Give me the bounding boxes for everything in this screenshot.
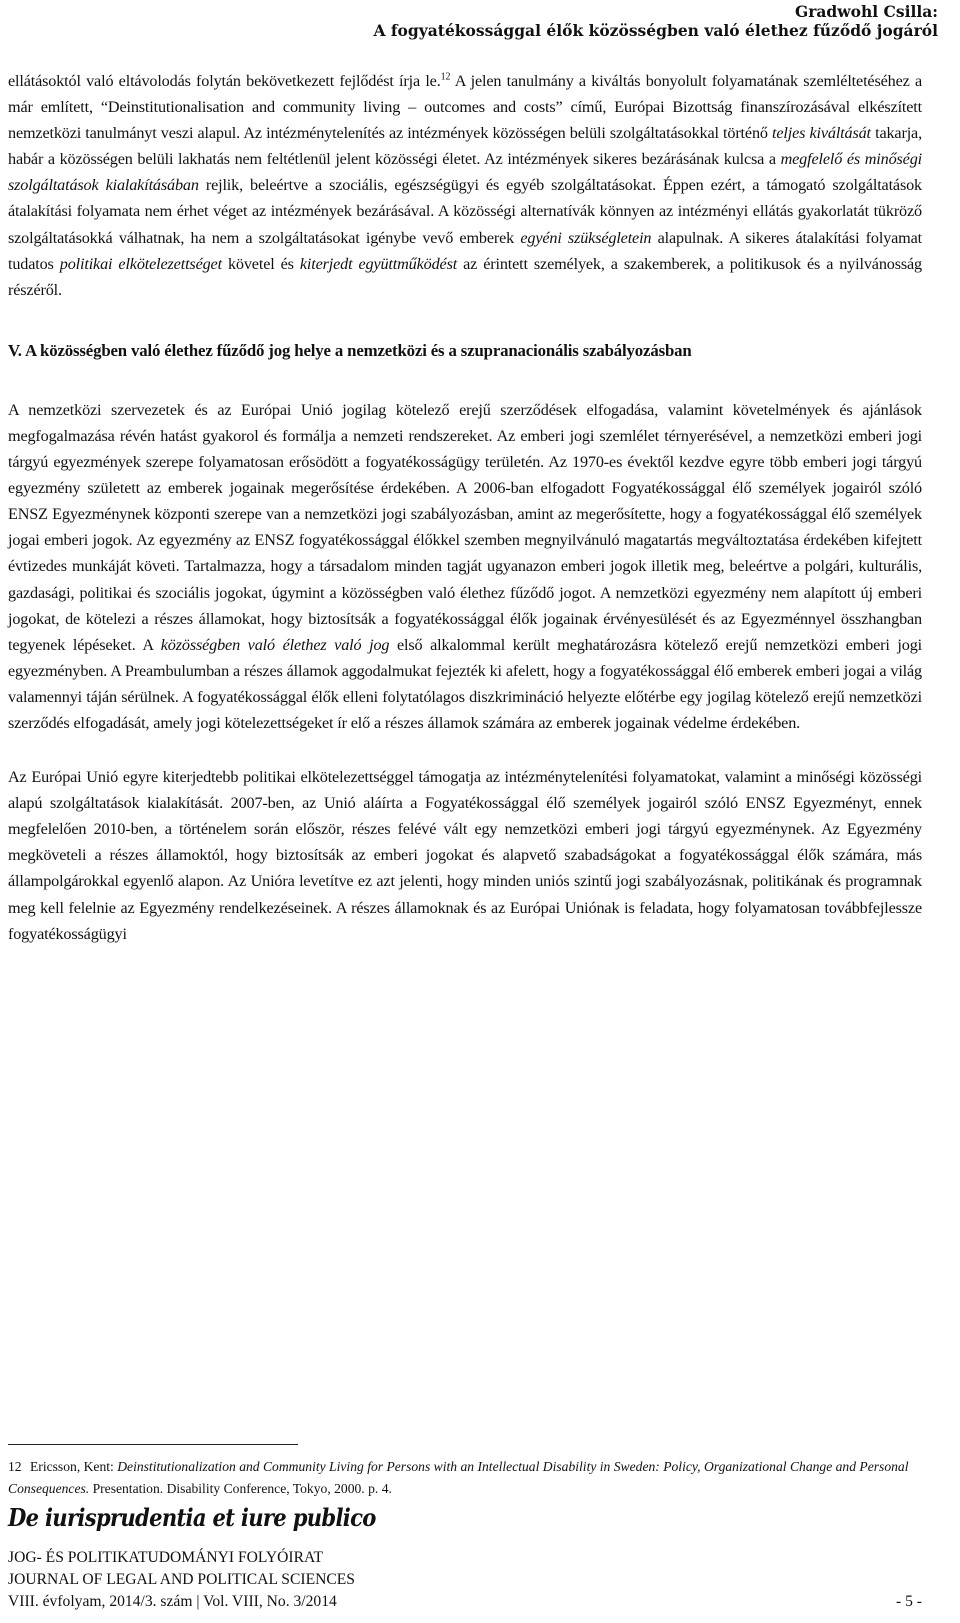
footnote-separator	[8, 1444, 298, 1445]
emphasis: kiterjedt együttműködést	[299, 254, 458, 273]
header-article-title: A fogyatékossággal élők közösségben való élethez fűződő jogáról	[373, 21, 938, 40]
paragraph-2-text: első alkalommal került meghatározásra kötelező erejű nemzetközi emberi jogi egyezményben. A Preambulumban a részes államok aggodalmukat fejezték ki afelett, hogy a fogyatékossággal élő emberek emberi jogai a világ valamennyi táján sérülnek. A fogyatékossággal élők elleni folytatólagos diszkrimináció helyezte előtérbe egy jogilag kötelező erejű nemzetközi szerződés elfogadását, amely jogi kötelezettségeket ír elő a részes államok számára az emberek jogainak védelme érdekében.	[8, 635, 922, 732]
journal-issue: VIII. évfolyam, 2014/3. szám | Vol. VIII, No. 3/2014	[8, 1593, 337, 1610]
footnote-title: Deinstitutionalization and Community Living for Persons with an Intellectual Disability in Sweden: Policy, Organizational Change and Personal Consequences.	[8, 1459, 909, 1496]
section-heading: V. A közösségben való élethez fűződő jog helye a nemzetközi és a szupranacionális szabályozásban	[8, 340, 692, 360]
footnote-text: Ericsson, Kent:	[30, 1459, 118, 1474]
footnote-reference[interactable]: 12	[440, 71, 451, 83]
footnote-number: 12	[8, 1459, 22, 1474]
journal-issue-line	[8, 1591, 922, 1613]
emphasis: megfelelő és minőségi szolgáltatások kialakításában	[8, 150, 922, 195]
body-text	[8, 68, 922, 947]
paragraph-3: Az Európai Unió egyre kiterjedtebb politikai elkötelezettséggel támogatja az intézménytelenítési folyamatokat, valamint a minőségi közösségi alapú szolgáltatások kialakítását. 2007-ben, az Unió aláírta a Fogyatékossággal élő személyek jogairól szóló ENSZ Egyezményt, ennek megfelelően 2010-ben, a történelem során először, részes felévé vált egy nemzetközi emberi jogi tárgyú egyezménynek. Az Egyezmény megköveteli a részes államoktól, hogy biztosítsák az emberi jogokat és alapvető szabadságokat a fogyatékossággal élők számára, más állampolgárokkal egyenlő alapon. Az Unióra levetítve ez azt jelenti, hogy minden uniós szintű jogi szabályozásnak, politikának és programnak meg kell felelnie az Egyezmény rendelkezéseinek. A részes államoknak és az Európai Uniónak is feladata, hogy folyamatosan továbbfejlessze fogyatékosságügyi	[8, 768, 922, 943]
footnote	[8, 1456, 922, 1500]
paragraph-1-text: az érintett személyek, a szakemberek, a politikusok és a nyilvánosság részéről.	[8, 254, 923, 299]
paragraph-1-text: takarja, habár a közösségen belüli lakhatás nem feltétlenül jelent közösségi életet. Az intézmények sikeres bezárásának kulcsa a	[8, 124, 922, 169]
running-header	[373, 2, 938, 40]
journal-logo: De iurisprudentia et iure publico	[8, 1503, 376, 1532]
paragraph-1	[8, 68, 922, 303]
journal-name-hu: JOG- ÉS POLITIKATUDOMÁNYI FOLYÓIRAT	[8, 1549, 324, 1566]
paragraph-1-text: követel és	[221, 254, 300, 273]
emphasis: egyéni szükségletein	[520, 228, 652, 247]
emphasis: közösségben való élethez való jog	[160, 635, 390, 654]
paragraph-1-text: A jelen tanulmány a kiváltás bonyolult folyamatának szemléltetéséhez a már említett, “Deinstitutionalisation and community living – outcomes and costs” című, Európai Bizottság finanszírozásával elkészített nemzetközi tanulmányt veszi alapul. Az intézménytelenítés az intézmények közösségen belüli szolgáltatásokkal történő	[8, 72, 922, 143]
emphasis: politikai elkötelezettséget	[59, 254, 222, 273]
header-author: Gradwohl Csilla:	[794, 2, 938, 21]
paragraph-2	[8, 397, 922, 736]
journal-name-en: JOURNAL OF LEGAL AND POLITICAL SCIENCES	[8, 1571, 355, 1588]
paragraph-1-text: rejlik, beleértve a szociális, egészségügyi és egyéb szolgáltatásokat. Éppen ezért, a támogató szolgáltatások átalakítási folyamata nem érhet véget az intézmények bezárásával. A közösségi alternatívák könnyen az intézményi ellátás gyakorlatát tükröző szolgáltatásokká válhatnak, ha nem a szolgáltatásokat igénybe vevő emberek	[8, 176, 922, 247]
page-number: - 5 -	[896, 1593, 922, 1610]
paragraph-2-text: A nemzetközi szervezetek és az Európai Unió jogilag kötelező erejű szerződések elfogadása, valamint követelmények és ajánlások megfogalmazása révén hatást gyakorol és formálja a nemzeti rendszereket. Az emberi jogi szemlélet térnyerésével, a nemzetközi emberi jogi tárgyú egyezmények szerepe folyamatosan erősödött a fogyatékosságügy területén. Az 1970-es évektől kezdve egyre több emberi jogi tárgyú egyezmény született az emberek jogainak megerősítése érdekében. A 2006-ban elfogadott Fogyatékossággal élő személyek jogairól szóló ENSZ Egyezménynek központi szerepe van a nemzetközi jogi szabályozásban, amint az megerősítette, hogy a fogyatékossággal élő személyek jogai emberi jogok. Az egyezmény az ENSZ fogyatékossággal élőkkel szemben megnyilvánuló magatartás megváltoztatása érdekében kifejtett évtizedes munkáját követi. Tartalmazza, hogy a társadalom minden tagját ugyanazon emberi jogok illetik meg, beleértve a polgári, kulturális, gazdasági, politikai és szociális jogokat, úgymint a közösségben való élethez fűződő jogot. A nemzetközi egyezmény nem alapított új emberi jogokat, de kötelezi a részes államokat, hogy biztosítsák a fogyatékossággal élők jogainak érvényesülését és az Egyezménnyel összhangban tegyenek lépéseket. A	[8, 400, 922, 654]
journal-footer	[8, 1547, 922, 1613]
paragraph-1-text: ellátásoktól való eltávolodás folytán bekövetkezett fejlődést írja le.	[8, 72, 441, 90]
paragraph-1-text: alapulnak. A sikeres átalakítási folyamat tudatos	[8, 228, 923, 273]
footnote-text: Presentation. Disability Conference, Tokyo, 2000. p. 4.	[89, 1481, 392, 1496]
emphasis: teljes kiváltását	[772, 124, 871, 143]
